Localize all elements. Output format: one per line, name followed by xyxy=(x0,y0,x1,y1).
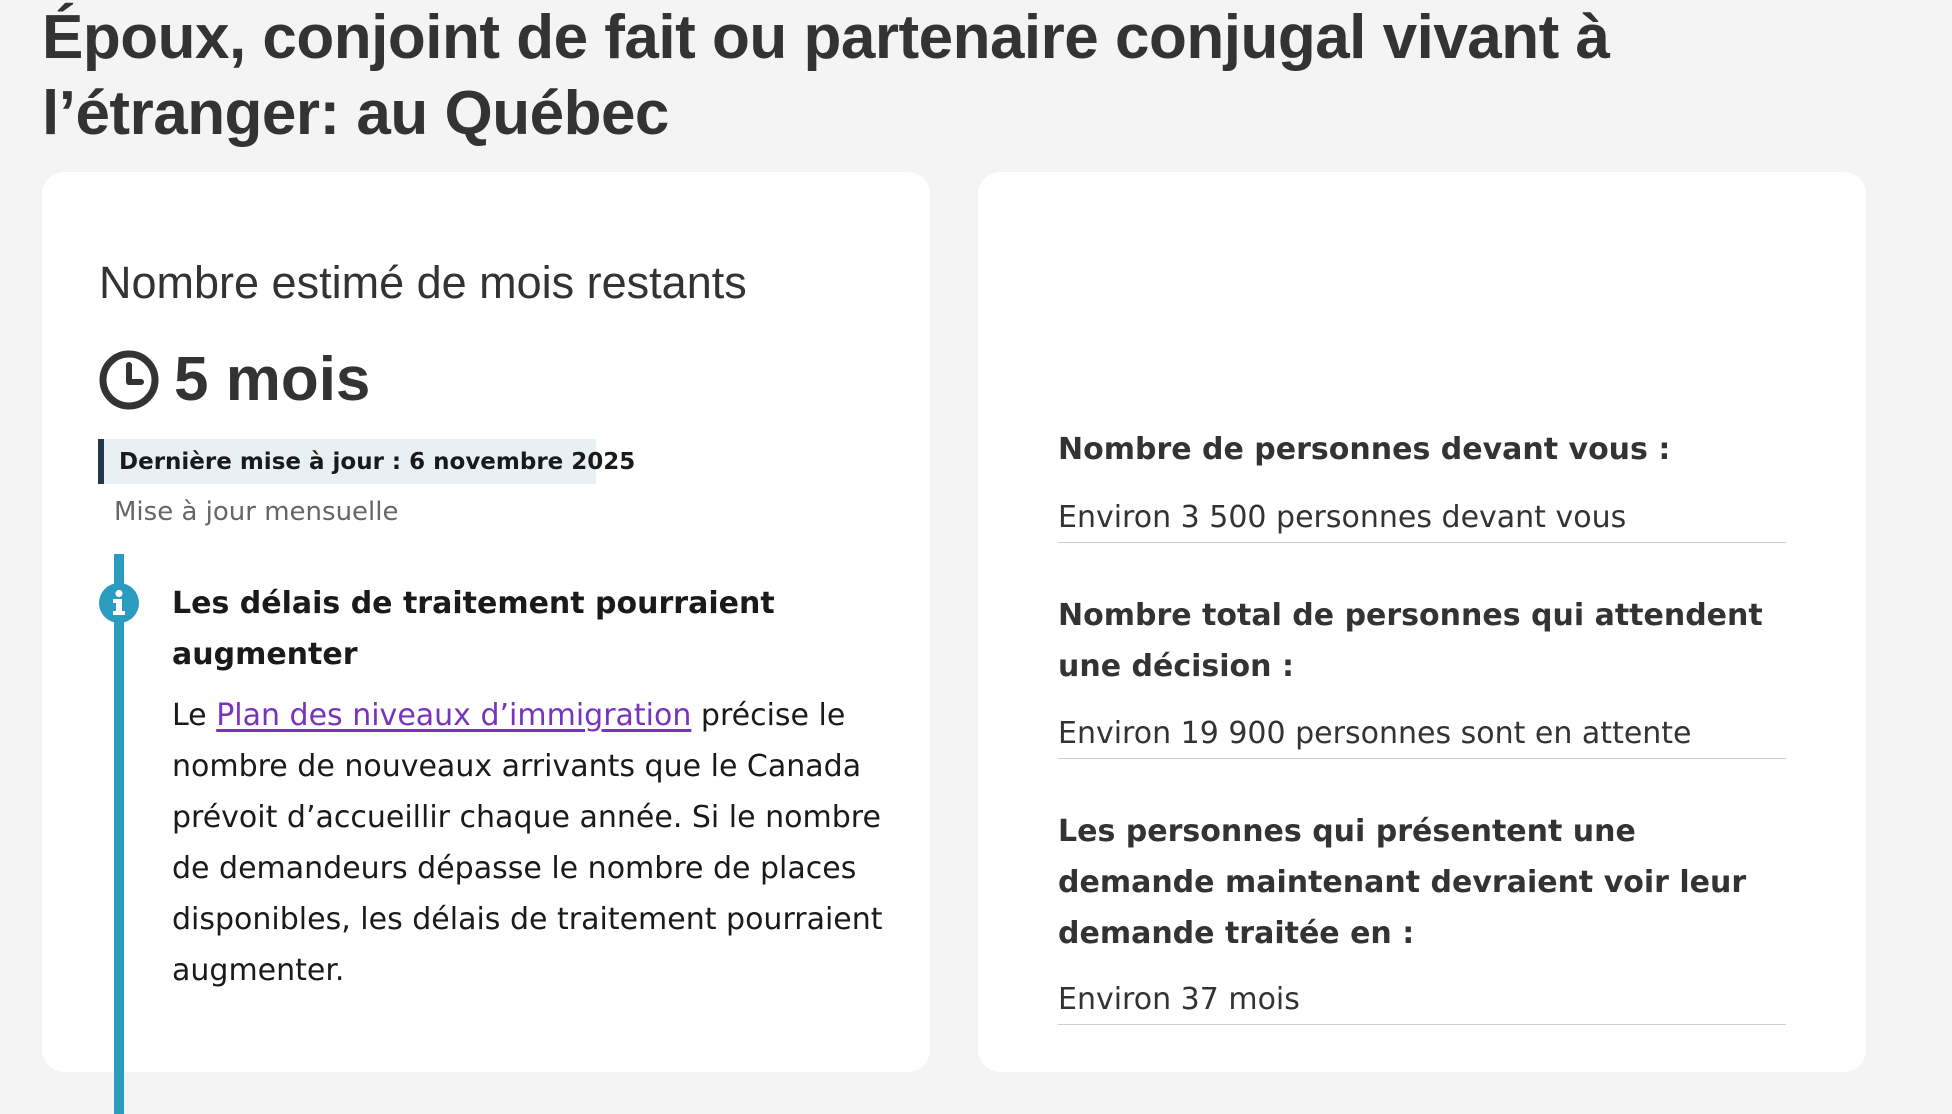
people-ahead-label: Nombre de personnes devant vous : xyxy=(1058,432,1671,467)
people-ahead-value: Environ 3 500 personnes devant vous xyxy=(1058,496,1786,543)
notice-body-intro: Le xyxy=(172,698,217,733)
immigration-levels-plan-link[interactable]: Plan des niveaux d’immigration xyxy=(216,698,692,733)
estimate-card xyxy=(42,172,930,1072)
clock-icon xyxy=(98,349,160,411)
last-updated-text: Dernière mise à jour : 6 novembre 2025 xyxy=(119,448,636,475)
total-waiting-label: Nombre total de personnes qui attendent une décision : xyxy=(1058,598,1763,684)
last-updated-badge xyxy=(98,439,636,484)
notice-body xyxy=(172,690,892,996)
queue-card xyxy=(978,172,1866,1072)
info-icon xyxy=(98,582,140,624)
notice-body-text: précise le nombre de nouveaux arrivants que le Canada prévoit d’accueillir chaque année. Si le nombre de demandeurs dépasse le nombre de places disponibles, les délais de traitement pourraient augmenter. xyxy=(172,698,883,988)
notice-title: Les délais de traitement pourraient augmenter xyxy=(172,586,775,672)
new-applicants-time-label: Les personnes qui présentent une demande maintenant devraient voir leur demande traitée en : xyxy=(1058,814,1747,951)
total-waiting-value: Environ 19 900 personnes sont en attente xyxy=(1058,712,1786,759)
notice-accent-bar xyxy=(114,554,124,1114)
estimate-heading: Nombre estimé de mois restants xyxy=(99,257,747,308)
estimate-value: 5 mois xyxy=(174,345,371,414)
page-title: Époux, conjoint de fait ou partenaire conjugal vivant à l’étranger: au Québec xyxy=(42,3,1610,148)
new-applicants-time-value: Environ 37 mois xyxy=(1058,978,1786,1025)
estimate-value-row xyxy=(98,340,370,420)
update-frequency: Mise à jour mensuelle xyxy=(114,497,399,527)
